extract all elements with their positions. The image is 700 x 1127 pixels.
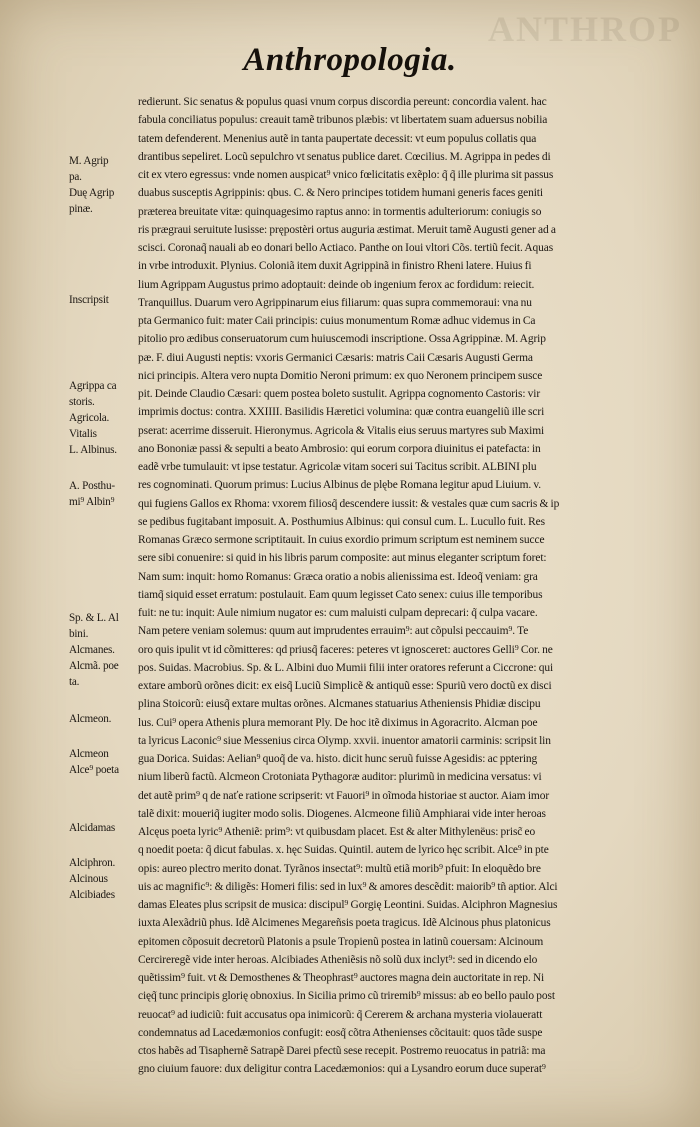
margin-note-line: A. Posthu-	[69, 480, 115, 492]
margin-note-line: Alcidamas	[69, 822, 116, 834]
text-line: pta Germanico fuit: mater Caii principis: cuius monumentum Romæ adhuc videmus in Ca	[138, 315, 536, 327]
text-line: sere sibi conuenire: si quid in his libris parum composite: aut minus eleganter scriptum foret:	[138, 552, 547, 565]
text-line: Tranquillus. Duarum vero Agrippinarum eius filiarum: quas supra commemoraui: vna nu	[138, 296, 532, 309]
text-line: fuit: ne tu: inquit: Aule nimium nugator es: cum maluisti culpam deprecari: q̃ culpa vacare.	[138, 607, 538, 619]
text-line: condemnatus ad Lacedæmonios confugit: eosq̃ cõtra Athenienses cõcitauit: quos tãde suspe	[138, 1026, 543, 1039]
text-line: pæ. F. diui Augusti neptis: vxoris Germanici Cæsaris: matris Caii Cæsaris Augusti Germa	[138, 351, 533, 364]
body-text-column	[138, 93, 670, 1079]
text-line: se pedibus fugitabant imposuit. A. Posthumius Albinus: qui consul cum. L. Lucullo fuit. Res	[138, 515, 545, 528]
text-line: q noedit poeta: q̃ dicut fabulas. x. hęc Suidas. Quintil. autem de lyrico hęc scribit. Alce⁹ in pte	[138, 844, 549, 857]
text-line: oro quis ipulit vt id cõmitteres: qd priusq̃ faceres: peteres vt ignosceret: auctores Gelli⁹ Cor. ne	[138, 643, 553, 656]
margin-note-line: storis.	[69, 396, 95, 408]
margin-note-line: bini.	[69, 628, 89, 640]
margin-note-agrippa-castoris	[69, 378, 139, 458]
margin-note-sp-l-albini	[69, 610, 139, 690]
text-line: Romanas Græco sermone scriptitauit. In cuius exordio primum scriptum est neminem succe	[138, 534, 545, 546]
text-line: duabus susceptis Agrippinis: qbus. C. & Nero principes totidem humani generis faces geniti	[138, 187, 543, 200]
margin-note-alcidamas	[69, 820, 139, 836]
text-line: res cognominati. Quorum primus: Lucius Albinus de plębe Romana legitur apud Liuium. v.	[138, 479, 542, 492]
text-line: pserat: acerrime disseruit. Hieronymus. Agricola & Vitalis eius seruus martyres sub Maximi	[138, 424, 545, 437]
text-line: prætereа breuitate vitæ: quinquagesimo raptus anno: in tormentis adulteriorum: coniugis so	[138, 205, 542, 218]
bleed-through-text: ANTHROP	[488, 9, 682, 49]
margin-note-line: Alciphron.	[69, 857, 116, 869]
text-line: eadẽ vrbe tumulauit: vt ipse testatur. Agricolæ vitam soceri sui Tacitus scribit. ALBINI plu	[138, 461, 537, 473]
text-line: extare amborũ orõnes dicit: ex eisq̃ Luciũ Simplicẽ & antiquũ esse: Spuriũ vero doctũ ex disci	[138, 680, 552, 692]
text-line: iuxta Alexãdriũ phus. Idẽ Alcimenes Megareñsis poeta tragicus. Idẽ Alcinous phus platonicus	[138, 917, 551, 930]
margin-note-a-posthumius	[69, 478, 139, 510]
text-line: nium liberũ factũ. Alcmeon Crotoniata Pythagoræ auditor: plurimũ in medicina versatus: vi	[138, 771, 542, 784]
margin-note-line: Alcmeon.	[69, 713, 112, 725]
margin-note-line: Agrippa ca	[69, 380, 117, 392]
text-line: gua Dorica. Suidas: Aelian⁹ quoq̃ de va. histo. dicit hunc seruũ fuisse Agesidis: ac pptering	[138, 753, 538, 765]
margin-note-line: Alce⁹ poeta	[69, 764, 119, 776]
text-line: imprimis doctus: contra. XXIIII. Basilidis Hæretici volumina: quæ contra euangeliũ ille scri	[138, 406, 545, 419]
margin-note-line: Alcinous	[69, 873, 108, 885]
text-line: uis ac magnific⁹: & diligẽs: Homeri filis: sed in lux⁹ & amores descẽdit: maiorib⁹ tñ aptior. Alci	[138, 880, 558, 893]
margin-note-line: Alcibiades	[69, 889, 115, 901]
margin-note-line: Agricola.	[69, 412, 110, 424]
text-line: Cercireregẽ vide inter heroas. Alcibiades Atheniẽsis nõ solũ dux inclyt⁹: sed in dicendo elo	[138, 953, 538, 966]
margin-note-alcmeon-alceus	[69, 746, 139, 778]
text-line: Nam petere veniam solemus: quum aut imprudentes errauim⁹: aut cõpulsi peccauim⁹. Te	[138, 625, 529, 638]
margin-note-line: Alcmeon	[69, 748, 109, 760]
text-line: drantibus sepeliret. Locũ sepulchro vt senatus publice daret. Cœcilius. M. Agrippa in pedes di	[138, 150, 551, 163]
margin-note-line: pa.	[69, 171, 82, 183]
text-line: opis: aureo plectro merito donat. Tyrãnos insectat⁹: multũ etiã morib⁹ pfuit: In eloquẽdo bre	[138, 862, 541, 875]
margin-note-m-agrippa	[69, 153, 139, 217]
text-line: qui fugiens Gallos ex Rhoma: vxorem filiosq̃ descendere iussit: & vestales quæ cum sacris & ip	[138, 497, 560, 510]
text-line: pit. Deinde Claudio Cæsari: quem postea boleto sustulit. Agrippa cognomento Castoris: vir	[138, 388, 541, 400]
text-line: Alcęus poeta lyric⁹ Atheniẽ: prim⁹: vt quibusdam placet. Est & alter Mithylenëus: prisc̃ eo	[138, 826, 536, 838]
margin-note-line: L. Albinus.	[69, 444, 117, 456]
running-head: Anthropologia.	[243, 42, 457, 78]
margin-note-line: Duę Agrip	[69, 187, 115, 199]
margin-note-line: ta.	[69, 676, 80, 688]
margin-note-alcmeon	[69, 711, 139, 727]
text-line: cit ex vtero egressus: vnde nomen auspicat⁹ vnico fœlicitatis exẽplo: q̃ q̃ ille plurima sit passus	[138, 169, 554, 181]
text-line: pos. Suidas. Macrobius. Sp. & L. Albini duo Mumii filii inter oratores referunt a Ciccrone: qui	[138, 661, 554, 674]
margin-note-line: Vitalis	[69, 428, 97, 440]
text-line: pitolio pro ædibus conseruatorum cum huiuscemodi inscriptione. Ossa Agrippinæ. M. Agrip	[138, 333, 546, 346]
text-line: ris prægraui seruitute lusisse: prępostèri ortus auguria æstimat. Meruit tamẽ Augusti gener ad a	[138, 223, 556, 236]
text-line: det autẽ prim⁹ q de naťe ratione scripserit: vt Fauori⁹ in oĩmoda historiae st auctor. Aiam imor	[138, 789, 550, 802]
text-line: gno ciuium fauore: dux deligitur contra Lacedæmonios: qui a Lysandro eorum duce superat⁹	[138, 1063, 546, 1076]
text-line: ta lyricus Laconic⁹ siue Messenius circa Olymp. xxvii. inuentor amatorii carminis: scripsit lin	[138, 734, 551, 747]
text-line: tatem defenderent. Menenius autẽ in tanta paupertate decessit: vt eum populus collatis qua	[138, 132, 537, 145]
text-line: damas Eleates plus scripsit de musica: discipul⁹ Gorgię Leontini. Suidas. Alciphron Magnesius	[138, 899, 558, 911]
margin-note-inscriptio	[69, 292, 139, 308]
margin-note-line: Sp. & L. Al	[69, 612, 119, 624]
text-line: talẽ dixit: moueriq̃ iugiter modo solis. Diogenes. Alcmeone filiũ Amphiarai vide inter heroas	[138, 807, 546, 820]
margin-note-line: Alcmanes.	[69, 644, 115, 656]
text-line: Nam sum: inquit: homo Romanus: Græca oratio a nobis alienissima est. Ideoq̃ veniam: gra	[138, 570, 538, 583]
text-line: in vrbe introduxit. Plynius. Coloniã item duxit Agrippinã in finistro Rheni latere. Huius fi	[138, 260, 532, 273]
text-line: scisci. Coronaq̃ nauali ab eo donari bello Actiaco. Panthe on Ioui vltori Cõs. tertiũ fecit. Aquas	[138, 242, 554, 254]
text-line: lus. Cui⁹ opera Athenis plura memorant Ply. De hoc itẽ diximus in Agoracrito. Alcman poe	[138, 716, 538, 729]
text-line: lium Agrippam Augustus primo adoptauit: deinde ob ingenium ferox ac fordidum: reiecit.	[138, 278, 535, 291]
margin-note-line: pinæ.	[69, 203, 93, 215]
text-line: quẽtissim⁹ fuit. vt & Demosthenes & Theophrast⁹ auctores magna dein auctoritate in rep. Ni	[138, 972, 545, 984]
margin-note-alciphron	[69, 855, 139, 903]
text-line: reuocat⁹ ad iudiciũ: fuit accusatus opa inimicorũ: q̃ Cererem & archana mysteria violaueratt	[138, 1008, 543, 1021]
text-line: fabula conciliatus populus: creauit tamẽ tribunos plæbis: vt libertatem suam aduersus nobilia	[138, 114, 548, 127]
text-line: ano Bononiæ passi & sepulti a beato Ambrosio: qui eorum corpora diuinitus ei patefacta: in	[138, 442, 541, 455]
text-line: nici principis. Altera vero nupta Domitio Neroni primum: ex quo Neronem principem susce	[138, 369, 543, 382]
text-line: redierunt. Sic senatus & populus quasi vnum corpus discordia pereunt: concordia valent. hac	[138, 96, 547, 108]
margin-note-line: Alcmã. poe	[69, 660, 119, 672]
text-line: plina Stoicorũ: eiusq̃ extare multas orõnes. Alcmanes statuarius Atheniensis Phidiæ discipu	[138, 698, 541, 711]
margin-note-line: Inscripsit	[69, 294, 109, 306]
text-line: epitomen cõposuit decretorũ Platonis a psule Tropienũ postea in latinũ couersam: Alcinoum	[138, 935, 544, 948]
margin-note-line: mi⁹ Albin⁹	[69, 496, 115, 508]
text-line: cięq̃ tunc principis glorię obnoxius. In Sicilia primo cũ triremib⁹ missus: ab eo bello paulo post	[138, 990, 555, 1003]
text-line: ctos habẽs ad Tisaphernẽ Satrapẽ Darei pfectũ sese recepit. Postremo reuocatus in patriã: ma	[138, 1045, 546, 1057]
text-line: tiamq̃ siquid esset erratum: postulauit. Eam quum legisset Cato senex: cuius ille temporibus	[138, 588, 543, 601]
margin-note-line: M. Agrip	[69, 155, 109, 167]
